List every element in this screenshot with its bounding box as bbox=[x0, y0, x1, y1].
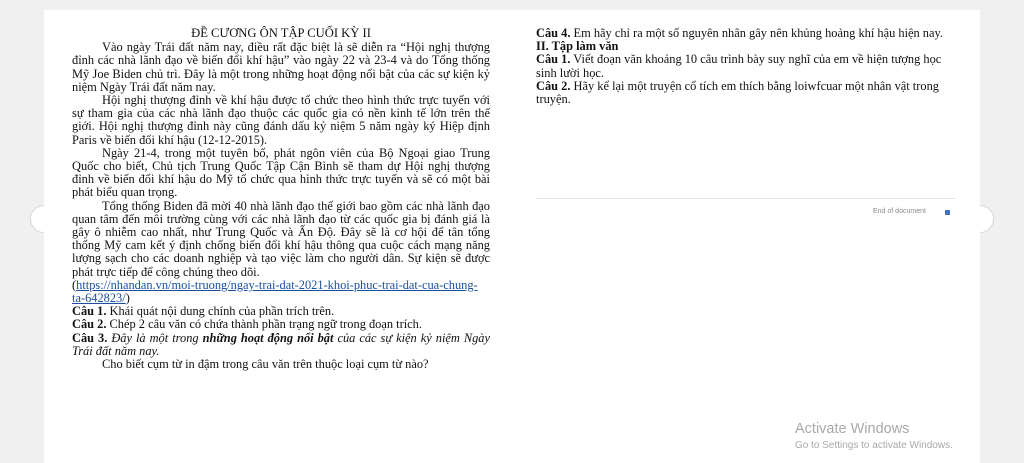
source-link[interactable]: https://nhandan.vn/moi-truong/ngay-trai-dat-2021-khoi-phuc-trai-dat-cua-chung-ta-642823/ bbox=[72, 277, 478, 306]
end-divider bbox=[536, 198, 956, 199]
question-4-text: Em hãy chỉ ra một số nguyên nhân gây nên khủng hoảng khí hậu hiện nay. bbox=[570, 26, 943, 40]
question-3-italic-a: Đây là một trong bbox=[107, 330, 203, 345]
question-2-label: Câu 2. bbox=[72, 317, 107, 332]
writing-question-2-label: Câu 2. bbox=[536, 78, 571, 93]
question-1-text: Khái quát nội dung chính của phần trích trên. bbox=[106, 304, 335, 319]
paragraph-2: Hội nghị thượng đỉnh về khí hậu được tổ chức theo hình thức trực tuyến với sự tham gia của các nhà lãnh đạo thuộc các quốc gia có nền kinh tế lớn trên thế giới. Hội nghị thượng đỉnh này cũng đánh dấu kỷ niệm 5 năm ngày ký Hiệp định Paris về biến đổi khí hậu (12-12-2015). bbox=[72, 93, 490, 147]
document-title: ĐỀ CƯƠNG ÔN TẬP CUỐI KỲ II bbox=[191, 26, 371, 40]
question-4-label: Câu 4. bbox=[536, 26, 571, 40]
paragraph-3: Ngày 21-4, trong một tuyên bố, phát ngôn viên của Bộ Ngoại giao Trung Quốc cho biết, Chủ tịch Trung Quốc Tập Cận Bình sẽ tham dự Hội nghị thượng đỉnh về biến đổi khí hậu do Mỹ tổ chức qua hình thức trực tuyến và sẽ có một bài phát biểu quan trọng. bbox=[72, 145, 490, 200]
writing-question-2 bbox=[536, 80, 958, 106]
question-1-label: Câu 1. bbox=[72, 304, 107, 319]
section-2-title: II. Tập làm văn bbox=[536, 39, 619, 54]
end-marker-icon bbox=[945, 210, 950, 215]
viewer-right-margin bbox=[980, 0, 1024, 463]
source-open: ( bbox=[72, 277, 77, 292]
question-3 bbox=[72, 332, 490, 358]
writing-question-2-text: Hãy kể lại một truyện cổ tích em thích bằng loiwfcuar một nhân vật trong truyện. bbox=[536, 78, 939, 107]
right-column bbox=[536, 27, 958, 106]
source-citation bbox=[72, 279, 490, 305]
source-close: ) bbox=[125, 291, 130, 306]
left-column bbox=[72, 27, 490, 371]
end-of-document-label: End of document bbox=[873, 208, 926, 215]
question-3-italic-b: của các sự kiện kỷ niệm Ngày Trái đất năm nay. bbox=[72, 330, 490, 358]
document-page bbox=[44, 10, 980, 463]
activate-windows-watermark bbox=[795, 421, 953, 451]
paragraph-1: Vào ngày Trái đất năm nay, điều rất đặc biệt là sẽ diễn ra “Hội nghị thượng đỉnh các nhà lãnh đạo về biến đổi khí hậu” vào ngày 22 và 23-4 và do Tổng thống Mỹ Joe Biden chủ trì. Đây là một trong những hoạt động nổi bật của các sự kiện kỷ niệm Ngày Trái đất năm nay. bbox=[72, 40, 490, 94]
watermark-subtitle: Go to Settings to activate Windows. bbox=[795, 440, 953, 451]
paragraph-4: Tổng thống Biden đã mời 40 nhà lãnh đạo thế giới bao gồm các nhà lãnh đạo quan tâm đến môi trường cùng với các nhà lãnh đạo từ các quốc gia bị đánh giá là gây ô nhiễm cao nhất, như Trung Quốc và Ấn Độ. Đây sẽ là cơ hội để tân tổng thống Mỹ cam kết ý định chống biến đổi khí hậu thông qua cuộc cách mạng năng lượng sạch cho các doanh nghiệp và tạo việc làm cho người dân. Sự kiện sẽ được phát trực tiếp để công chúng theo dõi. bbox=[72, 198, 490, 279]
writing-question-1-text: Viết đoạn văn khoảng 10 câu trình bày suy nghĩ của em về hiện tượng học sinh lười học. bbox=[536, 52, 942, 80]
writing-question-1 bbox=[536, 53, 958, 79]
watermark-title: Activate Windows bbox=[795, 421, 910, 437]
question-3-follow: Cho biết cụm từ in đậm trong câu văn trên thuộc loại cụm từ nào? bbox=[102, 357, 429, 372]
question-3-label: Câu 3. bbox=[72, 330, 108, 345]
question-3-bold-phrase: những hoạt động nổi bật bbox=[202, 330, 334, 345]
top-band bbox=[0, 0, 1024, 10]
writing-question-1-label: Câu 1. bbox=[536, 52, 571, 67]
question-2-text: Chép 2 câu văn có chứa thành phần trạng ngữ trong đoạn trích. bbox=[106, 317, 422, 332]
